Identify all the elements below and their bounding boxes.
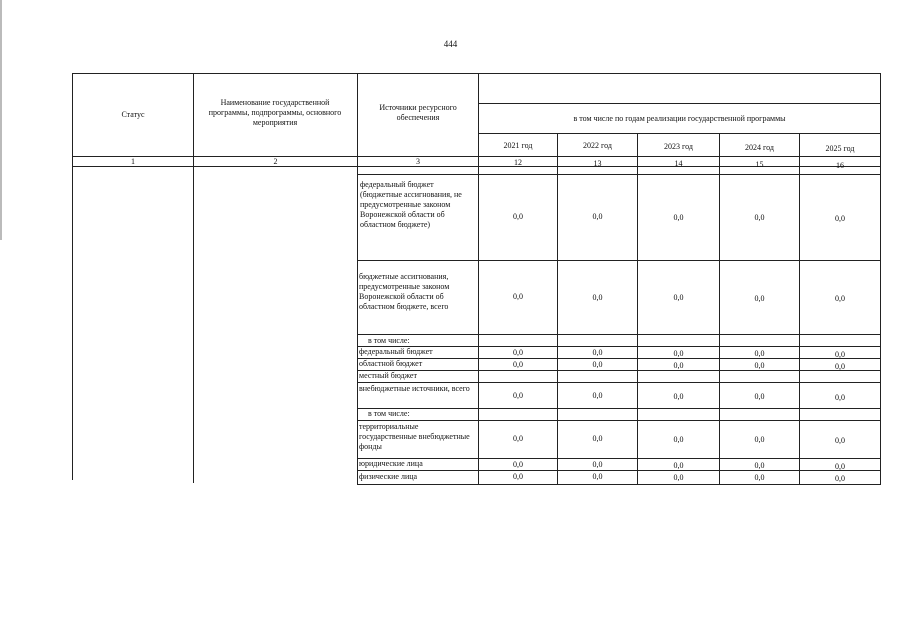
value-cell: 0,0 xyxy=(673,461,684,470)
value-cell: 0,0 xyxy=(592,460,603,469)
value-cell: 0,0 xyxy=(673,473,684,482)
value-cell: 0,0 xyxy=(754,213,765,222)
header-year-2021: 2021 год xyxy=(503,141,533,150)
value-cell: 0,0 xyxy=(835,294,845,303)
value-cell: 0,0 xyxy=(673,293,684,302)
value-cell: 0,0 xyxy=(754,461,765,470)
row-label-federal-unforeseen: федеральный бюджет (бюджетные ассигнования, не предусмотренные законом Воронежской области об областном бюджете) xyxy=(360,180,462,229)
value-cell: 0,0 xyxy=(673,435,684,444)
value-cell: 0,0 xyxy=(835,214,845,223)
row-label-regional-budget: областной бюджет xyxy=(359,359,423,368)
header-sources: Источники ресурсного обеспечения xyxy=(379,103,457,122)
col-number-15: 15 xyxy=(755,160,764,169)
col-number-1: 1 xyxy=(131,157,135,166)
value-cell: 0,0 xyxy=(592,434,603,443)
value-cell: 0,0 xyxy=(754,361,765,370)
value-cell: 0,0 xyxy=(513,292,523,301)
row-label-legal-entities: юридические лица xyxy=(359,459,423,468)
row-label-local-budget: местный бюджет xyxy=(359,371,417,380)
row-label-federal-budget: федеральный бюджет xyxy=(359,347,433,356)
value-cell: 0,0 xyxy=(754,349,765,358)
value-cell: 0,0 xyxy=(754,435,765,444)
col-number-13: 13 xyxy=(593,159,602,168)
value-cell: 0,0 xyxy=(592,360,603,369)
header-name: Наименование государственной программы, подпрограммы, основного мероприятия xyxy=(208,98,342,127)
value-cell: 0,0 xyxy=(592,348,603,357)
col-number-3: 3 xyxy=(416,157,420,166)
header-status: Статус xyxy=(121,110,145,119)
value-cell: 0,0 xyxy=(754,473,765,482)
value-cell: 0,0 xyxy=(835,350,845,359)
header-year-2024: 2024 год xyxy=(745,143,774,152)
value-cell: 0,0 xyxy=(592,391,603,400)
row-label-including: в том числе: xyxy=(368,336,410,345)
col-number-12: 12 xyxy=(514,158,522,167)
value-cell: 0,0 xyxy=(754,294,765,303)
value-cell: 0,0 xyxy=(592,472,603,481)
header-years-group: в том числе по годам реализации государственной программы xyxy=(573,114,786,123)
value-cell: 0,0 xyxy=(513,348,523,357)
col-number-16: 16 xyxy=(836,161,844,170)
value-cell: 0,0 xyxy=(513,360,523,369)
value-cell: 0,0 xyxy=(673,392,684,401)
value-cell: 0,0 xyxy=(835,474,845,483)
header-year-2025: 2025 год xyxy=(825,144,855,153)
page-number: 444 xyxy=(443,39,458,49)
value-cell: 0,0 xyxy=(513,212,523,221)
value-cell: 0,0 xyxy=(513,460,523,469)
header-year-2023: 2023 год xyxy=(664,142,693,151)
value-cell: 0,0 xyxy=(673,349,684,358)
value-cell: 0,0 xyxy=(835,393,845,402)
value-cell: 0,0 xyxy=(592,293,603,302)
row-label-territorial-funds: территориальные государственные внебюджетные фонды xyxy=(359,422,470,451)
row-label-including: в том числе: xyxy=(368,409,410,418)
row-label-assigned-total: бюджетные ассигнования, предусмотренные законом Воронежской области об областном бюджете, всего xyxy=(359,272,450,311)
col-number-2: 2 xyxy=(273,157,278,166)
value-cell: 0,0 xyxy=(835,436,845,445)
value-cell: 0,0 xyxy=(835,462,845,471)
value-cell: 0,0 xyxy=(673,213,684,222)
row-label-individuals: физические лица xyxy=(359,472,418,481)
header-year-2022: 2022 год xyxy=(583,141,612,150)
value-cell: 0,0 xyxy=(513,391,523,400)
value-cell: 0,0 xyxy=(835,362,845,371)
value-cell: 0,0 xyxy=(592,212,603,221)
col-number-14: 14 xyxy=(674,159,683,168)
value-cell: 0,0 xyxy=(673,361,684,370)
value-cell: 0,0 xyxy=(513,434,523,443)
value-cell: 0,0 xyxy=(513,472,523,481)
row-label-extrabudgetary-total: внебюджетные источники, всего xyxy=(359,384,470,393)
value-cell: 0,0 xyxy=(754,392,765,401)
